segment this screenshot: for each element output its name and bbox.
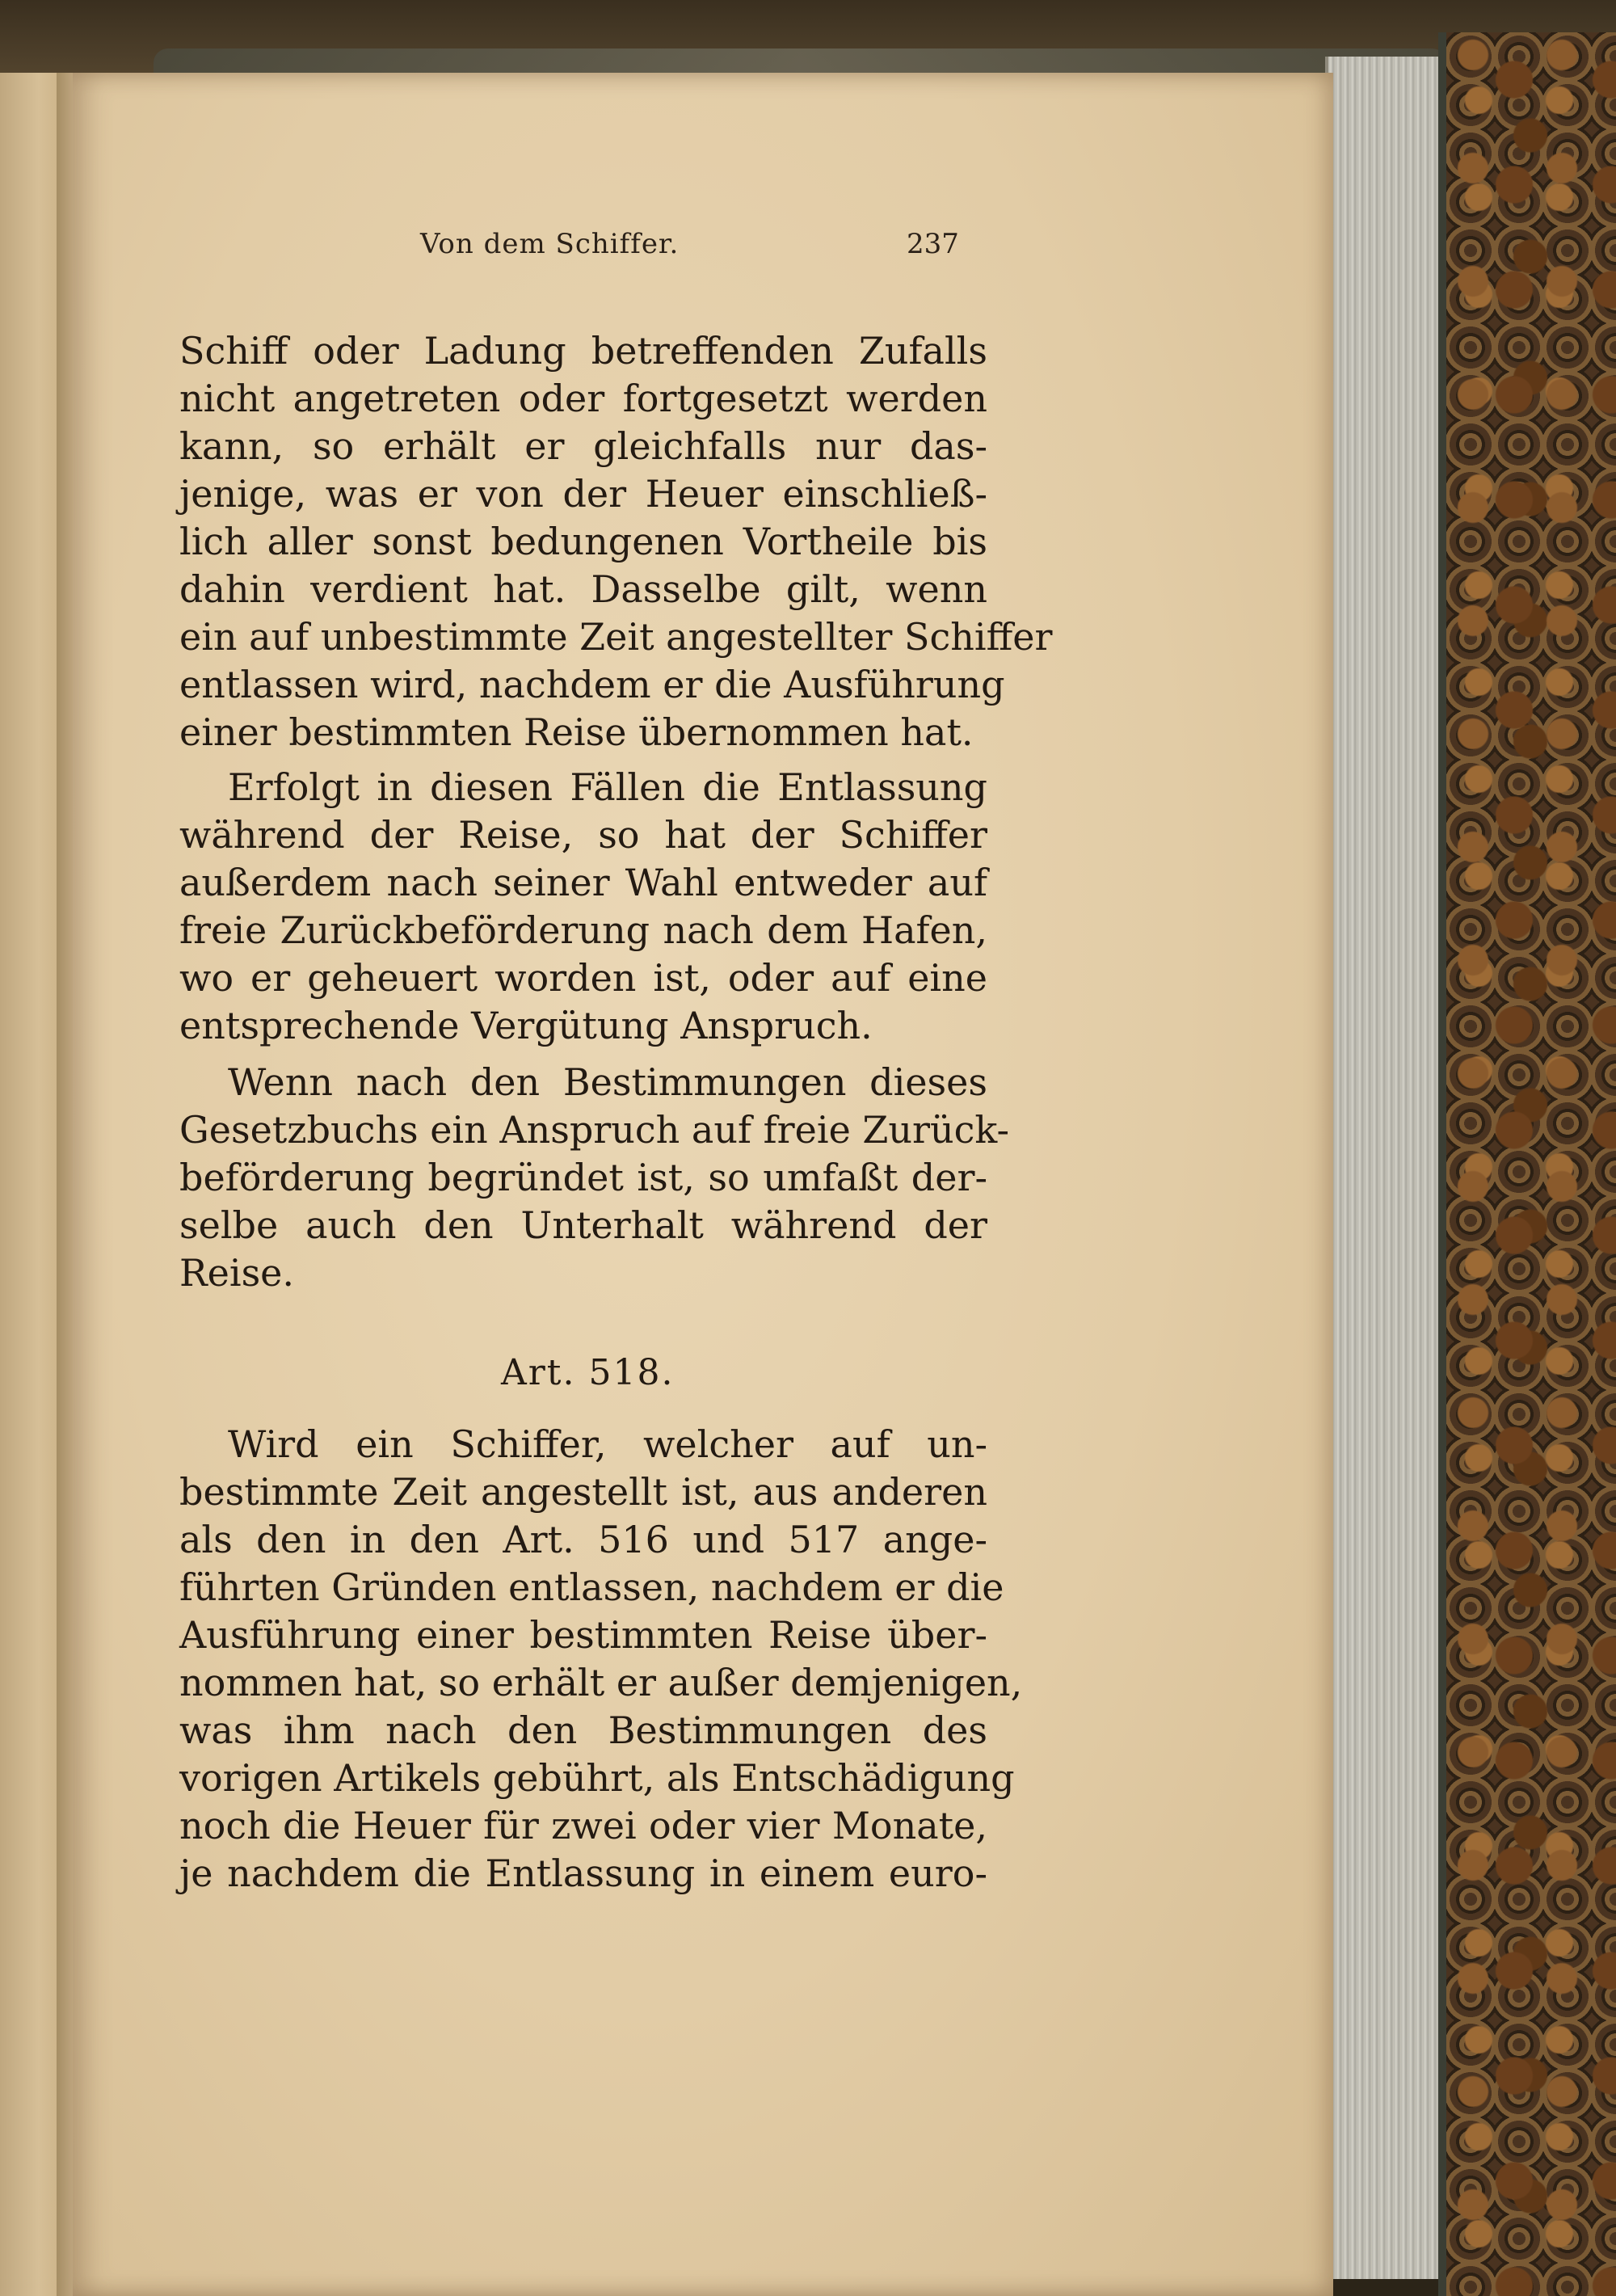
text-line: lich aller sonst bedungenen Vortheile bis [179,520,987,563]
text-line: noch die Heuer für zwei oder vier Monate, [179,1804,987,1847]
text-line: außerdem nach seiner Wahl entweder auf [179,861,987,904]
text-line: bestimmte Zeit angestellt ist, aus anderen [179,1470,987,1514]
text-line: Schiff oder Ladung betreffenden Zufalls [179,329,987,373]
text-line: dahin verdient hat. Dasselbe gilt, wenn [179,567,987,611]
text-line: Wenn nach den Bestimmungen dieses [228,1060,987,1104]
text-line: Wird ein Schiffer, welcher auf un- [228,1422,987,1466]
left-facing-page [0,73,65,2296]
paragraph-2 [179,764,987,1050]
text-line: nommen hat, so erhält er außer demjenigen, [179,1661,1023,1704]
running-head: Von dem Schiffer. [420,228,680,260]
text-line: Ausführung einer bestimmten Reise über- [179,1613,987,1657]
page-edges [1325,57,1441,2279]
text-line: jenige, was er von der Heuer einschließ- [179,472,987,516]
paragraph-3 [179,1059,1009,1297]
text-line: entlassen wird, nachdem er die Ausführung [179,663,1005,706]
paragraph-1 [179,327,1053,756]
text-line: je nachdem die Entlassung in einem euro- [179,1852,987,1895]
text-line: beförderung begründet ist, so umfaßt der- [179,1156,987,1199]
text-line: ein auf unbestimmte Zeit angestellter Schiffer [179,615,1053,659]
text-line: kann, so erhält er gleichfalls nur das- [179,424,987,468]
text-line: Gesetzbuchs ein Anspruch auf freie Zurück- [179,1108,1009,1152]
text-line: Erfolgt in diesen Fällen die Entlassung [228,765,987,809]
article-paragraph [179,1421,1023,1898]
marbled-cover-board [1438,32,1616,2296]
text-line: Reise. [179,1251,295,1295]
text-line: entsprechende Vergütung Anspruch. [179,1004,873,1047]
article-heading: Art. 518. [501,1352,675,1393]
text-line: freie Zurückbeförderung nach dem Hafen, [179,908,987,952]
text-line: was ihm nach den Bestimmungen des [179,1708,987,1752]
text-line: vorigen Artikels gebührt, als Entschädigung [179,1756,1015,1800]
page-number: 237 [907,228,959,260]
text-line: nicht angetreten oder fortgesetzt werden [179,377,987,420]
text-line: als den in den Art. 516 und 517 ange- [179,1518,987,1561]
text-line: selbe auch den Unterhalt während der [179,1203,987,1247]
text-line: einer bestimmten Reise übernommen hat. [179,710,974,754]
text-line: wo er geheuert worden ist, oder auf eine [179,956,987,1000]
text-line: führten Gründen entlassen, nachdem er die [179,1565,1004,1609]
text-line: während der Reise, so hat der Schiffer [179,813,987,857]
